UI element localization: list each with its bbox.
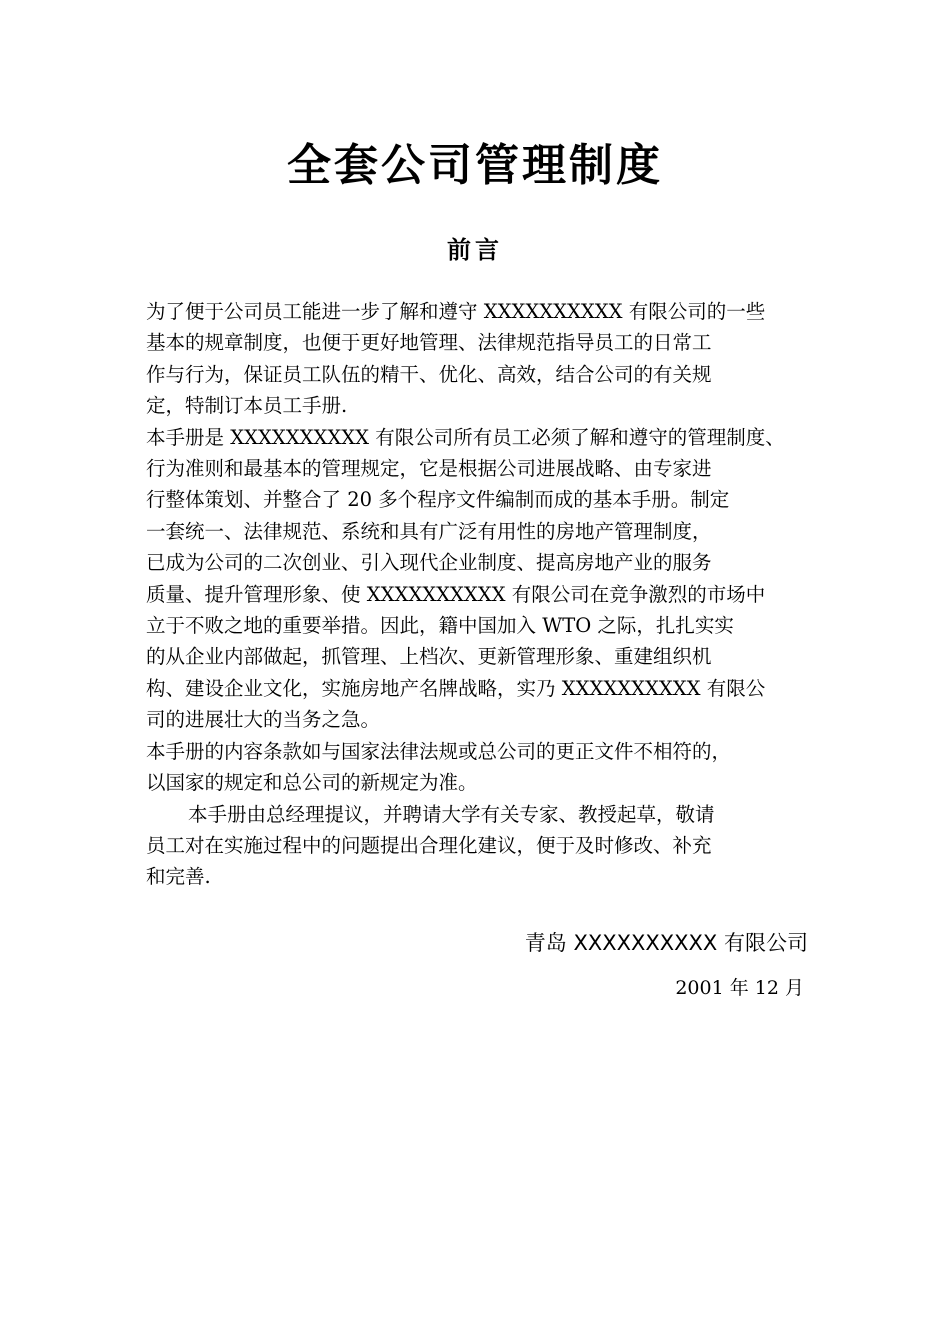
text-line: 行整体策划、并整合了 20 多个程序文件编制而成的基本手册。制定	[146, 488, 730, 512]
signature-date: 2001 年 12 月	[675, 977, 804, 999]
paragraph-authorship	[146, 799, 812, 893]
text-line: 质量、提升管理形象、使 XXXXXXXXXX 有限公司在竞争激烈的市场中	[146, 582, 766, 606]
text-line: 基本的规章制度，也便于更好地管理、法律规范指导员工的日常工	[146, 331, 712, 355]
text-line: 一套统一、法律规范、系统和具有广泛有用性的房地产管理制度，	[146, 519, 712, 543]
paragraph-precedence	[146, 736, 812, 799]
text-line: 立于不败之地的重要举措。因此，籍中国加入 WTO 之际，扎扎实实	[146, 614, 734, 638]
text-line: 为了便于公司员工能进一步了解和遵守 XXXXXXXXXX 有限公司的一些	[146, 300, 766, 323]
preface-heading: 前言	[447, 236, 503, 264]
text-line: 本手册是 XXXXXXXXXX 有限公司所有员工必须了解和遵守的管理制度、	[146, 425, 785, 449]
text-line: 构、建设企业文化，实施房地产名牌战略，实乃 XXXXXXXXXX 有限公	[146, 676, 766, 700]
text-line: 的从企业内部做起，抓管理、上档次、更新管理形象、重建组织机	[146, 645, 712, 669]
text-line: 员工对在实施过程中的问题提出合理化建议，便于及时修改、补充	[146, 833, 712, 857]
paragraph-purpose	[146, 296, 812, 422]
text-line: 行为准则和最基本的管理规定，它是根据公司进展战略、由专家进	[146, 457, 712, 481]
document-title: 全套公司管理制度	[287, 140, 663, 191]
preface-body	[146, 296, 812, 893]
text-line: 司的进展壮大的当务之急。	[146, 708, 381, 732]
text-line: 和完善.	[146, 865, 211, 889]
signature-company: 青岛 XXXXXXXXXX 有限公司	[524, 931, 808, 955]
text-line: 作与行为，保证员工队伍的精干、优化、高效，结合公司的有关规	[146, 362, 712, 386]
text-line: 以国家的规定和总公司的新规定为准。	[146, 771, 478, 795]
paragraph-overview	[146, 422, 812, 736]
text-line: 定，特制订本员工手册.	[146, 394, 348, 418]
text-line: 本手册的内容条款如与国家法律法规或总公司的更正文件不相符的，	[146, 739, 732, 763]
text-line: 已成为公司的二次创业、引入现代企业制度、提高房地产业的服务	[146, 551, 712, 575]
text-line: 本手册由总经理提议，并聘请大学有关专家、教授起草，敬请	[188, 802, 715, 826]
